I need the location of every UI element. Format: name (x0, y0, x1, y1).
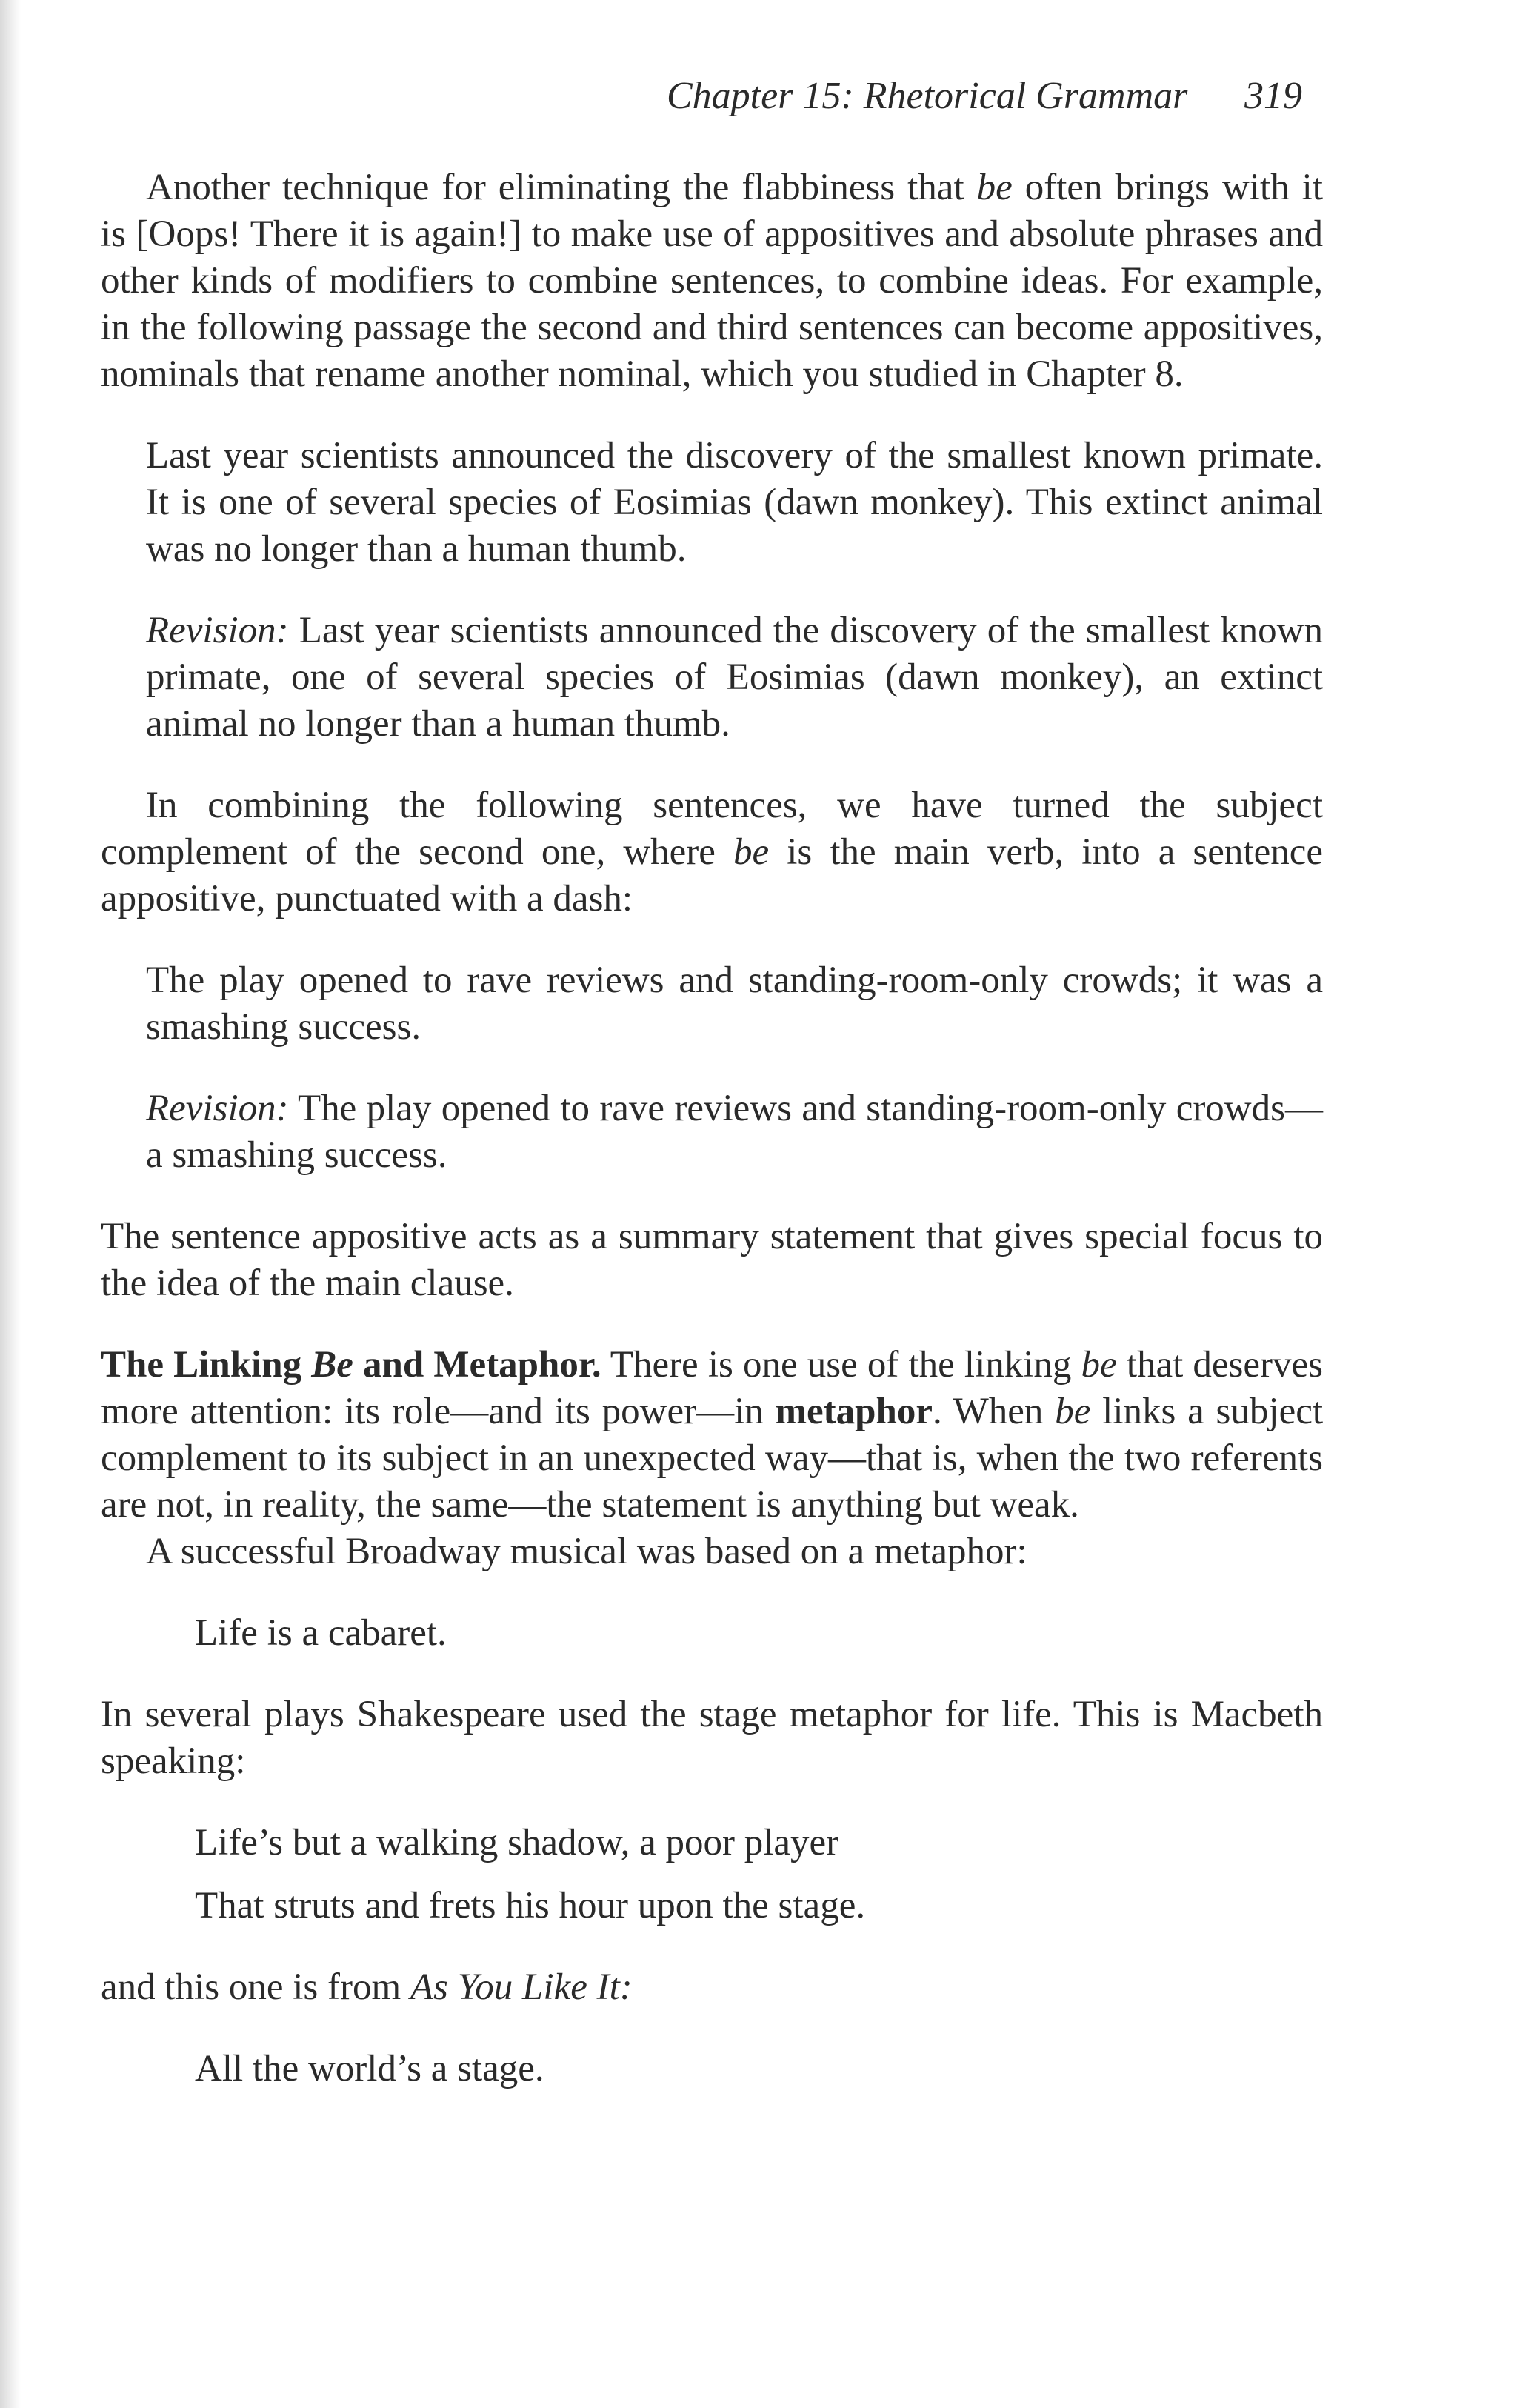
revision-label: Revision: (146, 1088, 289, 1129)
paragraph-sentence-appositive (101, 782, 1323, 922)
example-passage: The play opened to rave reviews and standing-room-only crowds; it was a smashing success. (146, 959, 1323, 1048)
example-line: That struts and frets his hour upon the stage. (195, 1885, 866, 1926)
paragraph-as-you-like-it (101, 1964, 1323, 2011)
paragraph-shakespeare: In several plays Shakespeare used the stage metaphor for life. This is Macbeth speaking: (101, 1694, 1323, 1782)
heading-text: The Linking (101, 1344, 312, 1386)
text-run: and this one is from (101, 1966, 410, 2008)
text-run: Another technique for eliminating the flabbiness that (146, 167, 977, 208)
play-title: As You Like It: (410, 1966, 633, 2008)
text-run: is the main verb, into a sentence appositive, punctuated with a dash: (101, 831, 1323, 919)
page-number: 319 (1244, 75, 1302, 117)
page-body (101, 164, 1323, 2092)
example-line: Life is a cabaret. (195, 1612, 447, 1654)
example-revision (146, 608, 1323, 748)
revision-text: Last year scientists announced the discovery of the smallest known primate, one of several species of Eosimias (dawn monkey), an extinct animal no longer than a human thumb. (146, 610, 1323, 745)
page-edge-shadow (0, 0, 21, 2408)
term-be: be (733, 831, 770, 873)
text-run: There is one use of the linking (601, 1344, 1081, 1386)
term-metaphor: metaphor (775, 1391, 933, 1432)
paragraph-summary: The sentence appositive acts as a summary statement that gives special focus to the idea of the main clause. (101, 1216, 1323, 1304)
paragraph-appositives-intro (101, 164, 1323, 398)
example-line: All the world’s a stage. (195, 2048, 544, 2089)
paragraph-broadway: A successful Broadway musical was based on a metaphor: (146, 1531, 1027, 1572)
example-passage: Last year scientists announced the discovery of the smallest known primate. It is one of several species of Eosimias (dawn monkey). This extinct animal was no longer than a human thumb. (146, 435, 1323, 570)
revision-text: The play opened to rave reviews and standing-room-only crowds—a smashing success. (146, 1088, 1323, 1176)
paragraph-linking-be-metaphor (101, 1342, 1323, 1529)
heading-term-be: Be (311, 1344, 353, 1386)
revision-label: Revision: (146, 610, 289, 651)
text-run: In combining the following sentences, we have turned the subject complement of the second one, where (101, 785, 1323, 873)
text-run: that deserves more attention: its role—and its power—in (101, 1344, 1324, 1432)
text-run: links a subject complement to its subject in an unexpected way—that is, when the two referents are not, in reality, the same—the statement is anything but weak. (101, 1391, 1324, 1526)
text-run: . When (933, 1391, 1056, 1432)
chapter-title: Chapter 15: Rhetorical Grammar (667, 75, 1188, 117)
heading-text: and Metaphor. (353, 1344, 601, 1386)
text-run: often brings with it is [Oops! There it is again!] to make use of appositives and absolute phrases and other kinds of modifiers to combine sentences, to combine ideas. For example, in the following passage the second and third sentences can become appositives, nominals that rename another nominal, which you studied in Chapter 8. (101, 167, 1323, 395)
example-line: Life’s but a walking shadow, a poor player (195, 1822, 839, 1863)
section-heading (101, 1344, 601, 1386)
term-be: be (1081, 1344, 1117, 1386)
example-revision (146, 1085, 1323, 1179)
term-be: be (1055, 1391, 1091, 1432)
term-be: be (976, 167, 1013, 208)
